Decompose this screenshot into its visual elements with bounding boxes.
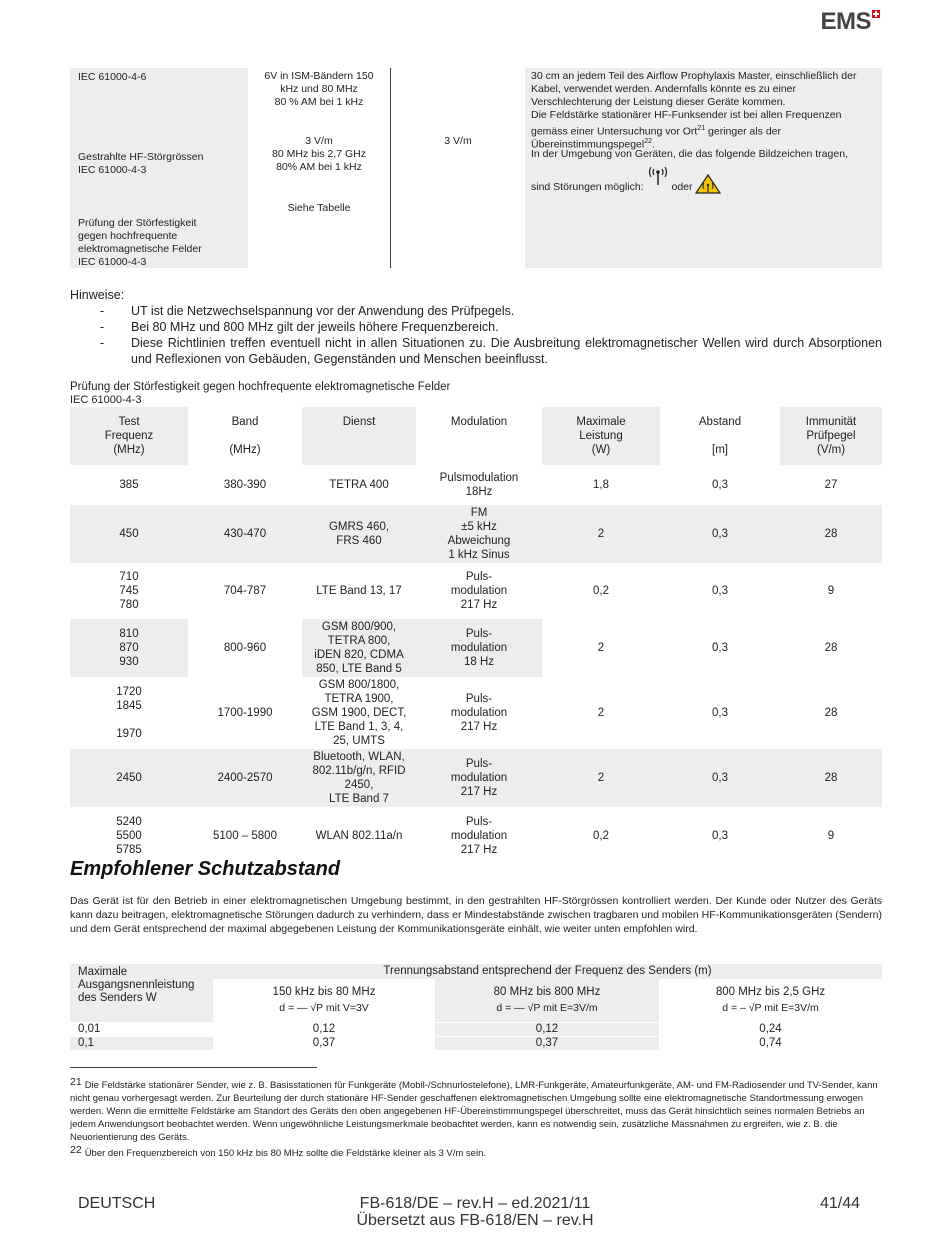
immunity-table (70, 407, 882, 865)
distance-value: 0,37 (435, 1037, 659, 1050)
table-cell-freq (70, 505, 188, 563)
note-item (70, 303, 882, 319)
table-row (70, 807, 882, 865)
footnote-22 (70, 1144, 882, 1160)
table-cell-service (302, 505, 416, 563)
table-cell-level: 28 (780, 749, 882, 807)
test-name-line: gegen hochfrequente (78, 230, 178, 242)
compliance-level-column (391, 68, 525, 268)
column-header (302, 407, 416, 465)
guidance-symbols-line (531, 161, 876, 193)
test-level-line: 80 MHz bis 2,7 GHz (272, 148, 366, 160)
guidance-line: Verschlechterung der Leistung dieser Geräte kommen. (531, 96, 786, 108)
header-line: (V/m) (816, 444, 846, 456)
column-header (188, 407, 302, 465)
footer-page-number: 41/44 (820, 1195, 861, 1212)
doc-source-line: Übersetzt aus FB-618/EN – rev.H (356, 1212, 594, 1229)
section-paragraph: Das Gerät ist für den Betrieb in einer elektromagnetischen Umgebung bestimmt, in den gestrahlten HF-Störgrössen kontrolliert werden. Der Kunde oder Nutzer des Geräts kann dazu beitragen, elektromagnetische Störungen dadurch zu verhindern, dass er Mindestabstände zwischen tragbaren und mobilen HF-Kommunikationsgeräten (Sendern) und dem Gerät entsprechend der maximal abgegebenen Leistung der Kommunikationsgeräte einhält, wie weiter unten empfohlen wird. (70, 895, 882, 935)
footer-language: DEUTSCH (78, 1195, 156, 1212)
doc-id-line: FB-618/DE – rev.H – ed.2021/11 (359, 1195, 591, 1212)
logo-text: EMS (820, 8, 871, 35)
header-line: Ausgangsnennleistung (78, 979, 195, 991)
table-cell-modulation (416, 749, 542, 807)
test-name-line: Prüfung der Störfestigkeit (78, 217, 197, 229)
cell-line: TETRA 400 (329, 479, 389, 491)
header-line: Abstand (698, 416, 742, 428)
column-header (780, 407, 882, 465)
column-header (542, 407, 660, 465)
header-line: (MHz) (113, 444, 145, 456)
test-name-line: IEC 61000-4-3 (78, 164, 147, 176)
note-text: Diese Richtlinien treffen eventuell nicht in allen Situationen zu. Die Ausbreitung elektromagnetischer Wellen wird durch Absorptionen und Reflexionen von Gebäuden, Gegenständen und Menschen beeinflusst. (131, 336, 882, 366)
notes-title: Hinweise: (70, 288, 125, 302)
header-line: Maximale (78, 966, 128, 978)
test-level-line: 80 % AM bei 1 kHz (274, 96, 364, 108)
table-cell-freq (70, 807, 188, 865)
cell-line: 1720 (116, 686, 142, 698)
table-row (70, 677, 882, 749)
column-header (70, 407, 188, 465)
table-cell-band: 704-787 (188, 563, 302, 619)
section-heading: Empfohlener Schutzabstand (70, 858, 341, 880)
table-cell-modulation (416, 619, 542, 677)
table-cell-level: 28 (780, 619, 882, 677)
column-header (660, 407, 780, 465)
cell-line: 5500 (116, 830, 142, 842)
distance-value: 0,37 (312, 1037, 336, 1049)
table-cell-power: 2 (542, 749, 660, 807)
separation-distance-table (70, 964, 882, 1054)
cell-line: 870 (119, 642, 139, 654)
guidance-line: Kabel, verwendet werden. Andernfalls könnte es zu einer (531, 83, 796, 95)
swiss-cross-icon (872, 10, 880, 18)
cell-line: 930 (119, 656, 139, 668)
cell-line: 217 Hz (460, 721, 498, 733)
column-header (416, 407, 542, 465)
cell-line: modulation (450, 585, 508, 597)
cell-line: GSM 1900, DECT, (311, 707, 407, 719)
table-cell-service (302, 807, 416, 865)
table-cell-modulation (416, 563, 542, 619)
cell-line: Puls- (465, 571, 493, 583)
cell-line: 810 (119, 628, 139, 640)
cell-line: 2450 (116, 772, 142, 784)
cell-line: modulation (450, 830, 508, 842)
header-line: Band (231, 416, 259, 428)
header-line: (W) (591, 444, 611, 456)
table-cell-modulation (416, 505, 542, 563)
table-cell-power: 2 (542, 619, 660, 677)
cell-line: 5785 (116, 844, 142, 856)
cell-line: 18Hz (465, 486, 493, 498)
cell-line: 385 (119, 479, 139, 491)
header-line (304, 429, 414, 443)
footnote-text: Die Feldstärke stationärer Sender, wie z. B. Basisstationen für Funkgeräte (Mobil-/Schnurlostelefone), LMR-Funkgeräte, Amateurfunkgeräte, AM- und FM-Radiosender und TV-Sender, kann nicht genau vorhergesagt werden. Zur Beurteilung der durch stationäre HF-Sender geschaffenen elektromagnetischen Umgebung sollte eine elektromagnetische Standortmessung erwogen werden. Wenn die ermittelte Feldstärke am Standort des Geräts den oben angegebenen HF-Übereinstimmungspegel überschreitet, muss das Gerät hinsichtlich seines normalen Betriebs an jedem Anwendungsort beobachtet werden. Wenn ungewöhnliche Leistungsmerkmale beobachtet werden, kann es notwendig sein, zusätzliche Massnahmen zu ergreifen, wie z. B. die Neuorientierung des Geräts. (70, 1080, 878, 1143)
header-line: Immunität (805, 416, 857, 428)
table-row (70, 619, 882, 677)
footnote-text: Über den Frequenzbereich von 150 kHz bis 80 MHz sollte die Feldstärke kleiner als 3 V/m sein. (84, 1148, 486, 1159)
header-line: (MHz) (229, 444, 261, 456)
cell-line: LTE Band 7 (329, 793, 389, 805)
cell-line: 850, LTE Band 5 (316, 663, 402, 675)
table-cell-band: 2400-2570 (188, 749, 302, 807)
power-value: 0,01 (78, 1023, 101, 1035)
header-line: [m] (712, 444, 728, 456)
test-name-column (70, 68, 248, 268)
max-power-header (70, 964, 213, 1022)
cell-line: modulation (450, 642, 508, 654)
table-cell-level: 28 (780, 505, 882, 563)
non-ionizing-radiation-icon (647, 164, 669, 184)
cell-line: 5240 (116, 816, 142, 828)
footnote-ref-21: 21 (697, 125, 706, 132)
cell-line: Puls- (465, 816, 493, 828)
test-level-line: 6V in ISM-Bändern 150 (264, 70, 374, 82)
cell-line: FRS 460 (336, 535, 382, 547)
cell-line: 18 Hz (463, 656, 495, 668)
cell-line: ±5 kHz (461, 521, 497, 533)
header-line (304, 443, 414, 457)
distance-value: 0,12 (312, 1023, 336, 1035)
cell-line: 217 Hz (460, 844, 498, 856)
cell-line: modulation (450, 772, 508, 784)
note-dash: - (100, 336, 105, 350)
table-cell-distance: 0,3 (660, 465, 780, 505)
test-name-line: IEC 61000-4-3 (78, 256, 147, 268)
band-header-2 (435, 979, 659, 1022)
guidance-line: 30 cm an jedem Teil des Airflow Prophylaxis Master, einschließlich der (531, 70, 857, 82)
table-cell-freq (70, 619, 188, 677)
table-cell-power: 2 (542, 677, 660, 749)
table-cell-distance: 0,3 (660, 677, 780, 749)
table-cell-power: 0,2 (542, 807, 660, 865)
table-cell-service (302, 677, 416, 749)
cell-line: modulation (450, 707, 508, 719)
test-name-line: Gestrahlte HF-Störgrössen (78, 151, 204, 163)
guidance-text: Übereinstimmungspegel (531, 138, 645, 151)
note-text: UT ist die Netzwechselspannung vor der Anwendung des Prüfpegels. (131, 304, 515, 318)
table-cell-power: 1,8 (542, 465, 660, 505)
cell-line: FM (470, 507, 488, 519)
guidance-line: Die Feldstärke stationärer HF-Funksender ist bei allen Frequenzen (531, 109, 842, 121)
cell-line: Bluetooth, WLAN, (313, 751, 405, 763)
separation-distance-header: Trennungsabstand entsprechend der Frequenz des Senders (m) (213, 964, 882, 979)
note-text: Bei 80 MHz und 800 MHz gilt der jeweils höhere Frequenzbereich. (131, 320, 499, 334)
cell-line: 450 (119, 528, 139, 540)
header-line: Test (118, 416, 140, 428)
table-cell-level: 27 (780, 465, 882, 505)
table-cell-freq (70, 465, 188, 505)
table-cell-level: 9 (780, 563, 882, 619)
cell-line: Abweichung (447, 535, 511, 547)
test-level-line: 80% AM bei 1 kHz (276, 161, 362, 173)
test-level-line: 3 V/m (305, 135, 333, 147)
header-line: Maximale (576, 416, 626, 428)
table-cell-service (302, 465, 416, 505)
table-header-row (70, 407, 882, 465)
table-cell-distance: 0,3 (660, 619, 780, 677)
distance-value: 0,12 (435, 1023, 659, 1036)
guidance-text: sind Störungen möglich: (531, 181, 644, 193)
header-line: des Senders W (78, 992, 157, 1004)
cell-line: LTE Band 1, 3, 4, (314, 721, 404, 733)
cell-line: WLAN 802.11a/n (315, 830, 403, 842)
guidance-text: gemäss einer Untersuchung vor Ort (531, 125, 698, 138)
table-cell-band: 1700-1990 (188, 677, 302, 749)
emc-continuation-table (70, 68, 882, 268)
header-line: Frequenz (104, 430, 154, 442)
guidance-text: geringer als der (705, 125, 781, 138)
guidance-line: In der Umgebung von Geräten, die das folgende Bildzeichen tragen, (531, 148, 848, 160)
guidance-line (531, 135, 876, 151)
cell-line: 710 (119, 571, 139, 583)
cell-line: TETRA 1900, (324, 693, 394, 705)
cell-line: GSM 800/1800, (318, 679, 400, 691)
band-formula: d = — √P mit E=3V/m (496, 1002, 598, 1014)
cell-line: Puls- (465, 693, 493, 705)
cell-line: Pulsmodulation (439, 472, 519, 484)
cell-line: TETRA 800, (327, 635, 391, 647)
header-line: Dienst (342, 416, 376, 428)
note-dash: - (100, 304, 105, 318)
footnote-ref-22: 22 (644, 138, 653, 145)
test-level-column (248, 68, 390, 268)
immunity-table-subtitle: IEC 61000-4-3 (70, 394, 142, 406)
band-range: 80 MHz bis 800 MHz (493, 986, 601, 998)
header-line (190, 429, 300, 443)
band-header-3 (659, 979, 882, 1022)
distance-value: 0,74 (759, 1037, 782, 1049)
table-cell-distance: 0,3 (660, 749, 780, 807)
guidance-text: . (652, 138, 655, 151)
compliance-level-value: 3 V/m (444, 135, 472, 147)
band-range: 150 kHz bis 80 MHz (272, 986, 376, 998)
cell-line: Puls- (465, 628, 493, 640)
table-cell-band: 380-390 (188, 465, 302, 505)
table-row (70, 749, 882, 807)
warning-triangle-icon (695, 174, 721, 194)
table-cell-modulation (416, 807, 542, 865)
cell-line: 2450, (344, 779, 374, 791)
cell-line: 217 Hz (460, 599, 498, 611)
band-range: 800 MHz bis 2,5 GHz (715, 986, 826, 998)
table-cell-band: 800-960 (188, 619, 302, 677)
table-cell-freq (70, 677, 188, 749)
band-header-1 (213, 979, 435, 1022)
guidance-line (531, 122, 876, 138)
table-cell-service (302, 563, 416, 619)
footnote-21 (70, 1076, 882, 1144)
table-cell-level: 28 (780, 677, 882, 749)
cell-line: LTE Band 13, 17 (316, 585, 402, 597)
immunity-table-title: Prüfung der Störfestigkeit gegen hochfrequente elektromagnetische Felder (70, 381, 451, 393)
table-cell-band: 5100 – 5800 (188, 807, 302, 865)
footnotes (70, 1076, 882, 1160)
test-name-line: IEC 61000-4-6 (78, 71, 147, 83)
footnote-number: 22 (70, 1144, 82, 1156)
table-cell-distance: 0,3 (660, 807, 780, 865)
table-cell-freq (70, 563, 188, 619)
header-line: Modulation (450, 416, 508, 428)
cell-line: 1 kHz Sinus (448, 549, 510, 561)
table-cell-power: 0,2 (542, 563, 660, 619)
footnote-number: 21 (70, 1076, 82, 1088)
table-cell-service (302, 619, 416, 677)
cell-line: iDEN 820, CDMA (314, 649, 404, 661)
cell-line: 25, UMTS (333, 735, 385, 747)
note-item (70, 335, 882, 367)
footer-document-id (300, 1195, 650, 1229)
table-cell-modulation (416, 677, 542, 749)
header-line: Leistung (579, 430, 623, 442)
guidance-text: oder (671, 181, 693, 193)
band-formula: d = — √P mit V=3V (279, 1002, 369, 1014)
cell-line: GMRS 460, (328, 521, 390, 533)
band-formula: d = – √P mit E=3V/m (722, 1002, 819, 1014)
header-line: Prüfpegel (806, 430, 856, 442)
cell-line: Puls- (465, 758, 493, 770)
test-name-line: elektromagnetische Felder (78, 243, 202, 255)
cell-line: 745 (119, 585, 139, 597)
footnote-separator (70, 1067, 317, 1068)
table-cell-band: 430-470 (188, 505, 302, 563)
cell-line: 1845 (116, 700, 142, 712)
company-logo (820, 8, 880, 36)
note-item (70, 319, 882, 335)
table-cell-distance: 0,3 (660, 505, 780, 563)
table-cell-modulation (416, 465, 542, 505)
note-dash: - (100, 320, 105, 334)
table-cell-freq (70, 749, 188, 807)
header-line (418, 429, 540, 443)
cell-line: 217 Hz (460, 786, 498, 798)
power-value: 0,1 (70, 1037, 213, 1050)
table-cell-service (302, 749, 416, 807)
cell-line: GSM 800/900, (321, 621, 397, 633)
cell-line: 780 (119, 599, 139, 611)
table-row (70, 505, 882, 563)
table-cell-level: 9 (780, 807, 882, 865)
header-line (418, 443, 540, 457)
table-cell-power: 2 (542, 505, 660, 563)
header-line (662, 429, 778, 443)
distance-value: 0,24 (759, 1023, 782, 1035)
cell-line (72, 713, 186, 727)
table-cell-distance: 0,3 (660, 563, 780, 619)
notes-section (70, 287, 882, 367)
cell-line: 1970 (116, 728, 142, 740)
test-level-line: kHz und 80 MHz (280, 83, 358, 95)
cell-line: 802.11b/g/n, RFID (312, 765, 406, 777)
table-row (70, 465, 882, 505)
table-row (70, 563, 882, 619)
environment-guidance-column (525, 68, 882, 268)
test-level-line: Siehe Tabelle (287, 202, 351, 214)
